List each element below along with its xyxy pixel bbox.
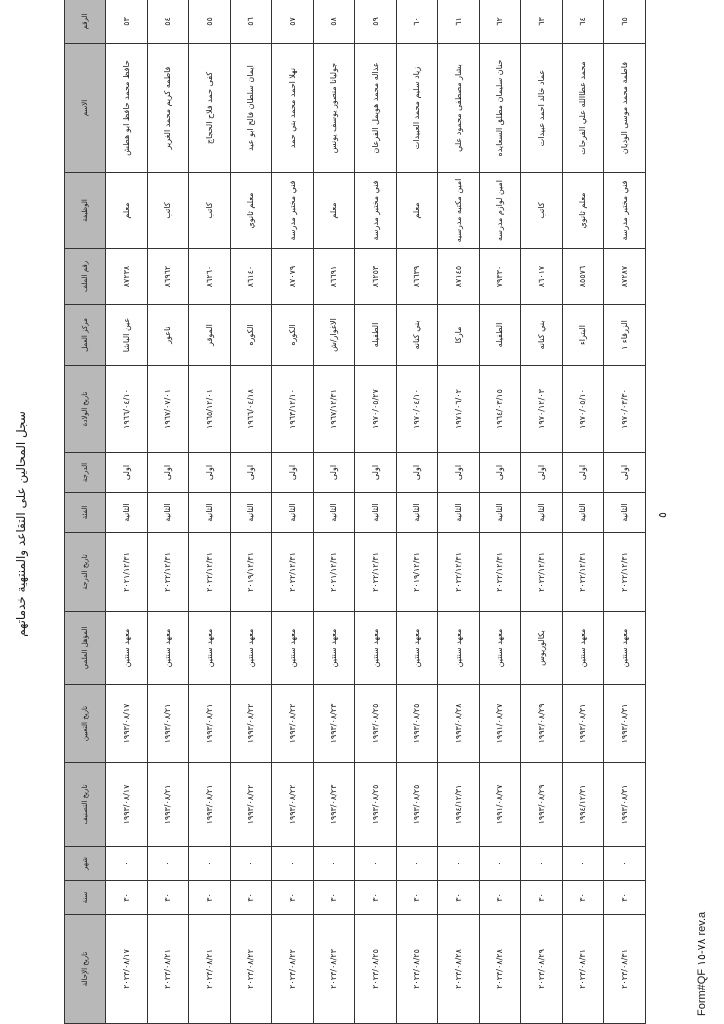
cell-name: محمد عطاالله علي الفرحات [562, 44, 604, 173]
cell-category: الثانية [106, 493, 148, 533]
cell-job: كاتب [521, 173, 563, 249]
cell-qualification: معهد سنتين [189, 612, 231, 685]
cell-classification-date: ١٩٩٣/٠٨/٣١ [604, 763, 646, 847]
cell-job: معلم [313, 173, 355, 249]
cell-birth-date: ١٩٧١/٠٦/٠٢ [438, 366, 480, 453]
cell-name: فاطمة محمد موسى الوديان [604, 44, 646, 173]
cell-birth-date: ١٩٧٠/٠٥/١٠ [562, 366, 604, 453]
cell-year: ٣٠ [562, 881, 604, 915]
cell-file-number: ٨٦٦٣٩ [396, 249, 438, 305]
cell-month: ٠ [230, 847, 272, 881]
cell-classification-date: ١٩٩٣/٠٨/١٧ [106, 763, 148, 847]
table-row [313, 0, 355, 1024]
cell-classification-date: ١٩٩٣/٠٨/٢٢ [272, 763, 314, 847]
cell-degree: اولى [313, 453, 355, 493]
cell-retirement-date: ٢٠٢٣/٠٨/٣١ [562, 915, 604, 1024]
cell-work-center: بني كنانه [396, 305, 438, 366]
cell-degree-date: ٢٠٢٢/١٢/٣١ [147, 533, 189, 612]
cell-qualification: معهد سنتين [147, 612, 189, 685]
cell-classification-date: ١٩٩٣/٠٨/٢٥ [396, 763, 438, 847]
cell-num: ٥٨ [313, 0, 355, 44]
cell-category: الثانية [438, 493, 480, 533]
cell-job: كاتب [147, 173, 189, 249]
cell-category: الثانية [272, 493, 314, 533]
cell-month: ٠ [313, 847, 355, 881]
header-num: الرقم [65, 0, 106, 44]
table-row [479, 0, 521, 1024]
cell-degree: اولى [396, 453, 438, 493]
cell-year: ٣٠ [147, 881, 189, 915]
header-row [65, 0, 106, 1024]
cell-birth-date: ١٩٦٥/١٢/٠١ [189, 366, 231, 453]
cell-degree-date: ٢٠٢٢/١٢/٣١ [562, 533, 604, 612]
cell-work-center: ناعور [147, 305, 189, 366]
form-code: Form#QF ٧٨-١٥ rev.a [696, 911, 708, 1016]
cell-qualification: معهد سنتين [230, 612, 272, 685]
cell-file-number: ٧٩٣٣٠ [479, 249, 521, 305]
table-row [396, 0, 438, 1024]
cell-category: الثانية [189, 493, 231, 533]
cell-category: الثانية [313, 493, 355, 533]
cell-name: ايمان سلطان فالح ابو عيد [230, 44, 272, 173]
header-year: سنة [65, 881, 106, 915]
cell-file-number: ٨٦١٤٠ [230, 249, 272, 305]
table-row [272, 0, 314, 1024]
cell-work-center: بني كنانه [521, 305, 563, 366]
cell-year: ٣٠ [272, 881, 314, 915]
cell-degree-date: ٢٠٢٢/١٢/٣١ [272, 533, 314, 612]
cell-degree-date: ٢٠١٩/١٢/٣١ [230, 533, 272, 612]
cell-birth-date: ١٩٦٧/١٢/٣١ [313, 366, 355, 453]
cell-file-number: ٨٦٦٩١ [313, 249, 355, 305]
table-row [521, 0, 563, 1024]
cell-month: ٠ [604, 847, 646, 881]
cell-degree-date: ٢٠٢٢/١٢/٣١ [604, 533, 646, 612]
cell-file-number: ٨٦٢٥٣ [355, 249, 397, 305]
cell-birth-date: ١٩٦٤/٠٣/١٥ [479, 366, 521, 453]
cell-file-number: ٨٦٩٦٢ [147, 249, 189, 305]
cell-qualification: معهد سنتين [438, 612, 480, 685]
cell-qualification: معهد سنتين [396, 612, 438, 685]
cell-category: الثانية [604, 493, 646, 533]
cell-classification-date: ١٩٩٣/٠٨/٢١ [147, 763, 189, 847]
cell-year: ٣٠ [438, 881, 480, 915]
cell-birth-date: ١٩٦٦/٠٤/١٨ [230, 366, 272, 453]
cell-num: ٦٢ [479, 0, 521, 44]
table-row [147, 0, 189, 1024]
cell-classification-date: ١٩٩٣/٠٨/٢٥ [355, 763, 397, 847]
cell-appointment-date: ١٩٩٣/٠٨/٢٢ [230, 685, 272, 763]
cell-qualification: معهد سنتين [313, 612, 355, 685]
cell-work-center: الطفيله [355, 305, 397, 366]
cell-name: بشار مصطفى محمود علي [438, 44, 480, 173]
cell-job: امين لوازم مدرسه [479, 173, 521, 249]
cell-file-number: ٨٥٥٧٦ [562, 249, 604, 305]
cell-appointment-date: ١٩٩٣/٠٨/٢٥ [396, 685, 438, 763]
cell-appointment-date: ١٩٩٣/٠٨/٣١ [562, 685, 604, 763]
header-qualification: المؤهل العلمي [65, 612, 106, 685]
cell-appointment-date: ١٩٩٣/٠٨/٢٢ [272, 685, 314, 763]
cell-month: ٠ [106, 847, 148, 881]
header-category: الفئة [65, 493, 106, 533]
cell-work-center: الموقر [189, 305, 231, 366]
cell-file-number: ٨٦٢٦٠ [189, 249, 231, 305]
cell-category: الثانية [521, 493, 563, 533]
cell-name: حنان سليمان مطلق السعايده [479, 44, 521, 173]
page-title: سجل المحالين على التقاعد والمنتهية خدماتهم [14, 411, 28, 637]
cell-retirement-date: ٢٠٢٣/٠٨/٢٥ [396, 915, 438, 1024]
cell-classification-date: ١٩٩٣/٠٨/٢٩ [521, 763, 563, 847]
cell-qualification: بكالوريوس [521, 612, 563, 685]
cell-appointment-date: ١٩٩٣/٠٨/٢٨ [438, 685, 480, 763]
table-row [189, 0, 231, 1024]
cell-degree-date: ٢٠٢٢/١٢/٣١ [521, 533, 563, 612]
cell-work-center: الاغوار/ش [313, 305, 355, 366]
cell-appointment-date: ١٩٩٣/٠٨/٢٣ [313, 685, 355, 763]
cell-name: زياد سليم محمد العبيدات [396, 44, 438, 173]
cell-degree: اولى [272, 453, 314, 493]
cell-work-center: الطفيله [479, 305, 521, 366]
header-name: الاسم [65, 44, 106, 173]
table-row [106, 0, 148, 1024]
header-month: شهر [65, 847, 106, 881]
header-classification-date: تاريخ التصنيف [65, 763, 106, 847]
cell-work-center: الزرقاء ١ [604, 305, 646, 366]
cell-retirement-date: ٢٠٢٣/٠٨/٢١ [147, 915, 189, 1024]
cell-birth-date: ١٩٧٠/٠٣/٣٠ [604, 366, 646, 453]
cell-degree: اولى [106, 453, 148, 493]
cell-classification-date: ١٩٩٣/٠٨/٢٣ [313, 763, 355, 847]
cell-file-number: ٨٧٢٣٨ [106, 249, 148, 305]
cell-degree: اولى [521, 453, 563, 493]
cell-num: ٥٩ [355, 0, 397, 44]
cell-degree: اولى [147, 453, 189, 493]
cell-job: معلم [396, 173, 438, 249]
cell-retirement-date: ٢٠٢٣/٠٨/٢٩ [521, 915, 563, 1024]
cell-classification-date: ١٩٩٤/١٢/٣١ [562, 763, 604, 847]
cell-qualification: معهد سنتين [106, 612, 148, 685]
cell-month: ٠ [189, 847, 231, 881]
cell-month: ٠ [438, 847, 480, 881]
cell-year: ٣٠ [189, 881, 231, 915]
cell-retirement-date: ٢٠٢٣/٠٨/٢٣ [313, 915, 355, 1024]
cell-retirement-date: ٢٠٢٣/٠٨/٢٢ [230, 915, 272, 1024]
cell-classification-date: ١٩٩٣/٠٨/٢١ [189, 763, 231, 847]
cell-job: امين مكتبه مدرسيه [438, 173, 480, 249]
cell-classification-date: ١٩٩٤/١٢/٣١ [438, 763, 480, 847]
cell-year: ٣٠ [479, 881, 521, 915]
header-work-center: مركز العمل [65, 305, 106, 366]
cell-file-number: ٨٧٢٨٧ [604, 249, 646, 305]
cell-year: ٣٠ [396, 881, 438, 915]
cell-work-center: الكوره [272, 305, 314, 366]
cell-num: ٥٧ [272, 0, 314, 44]
cell-job: فني مختبر مدرسة [604, 173, 646, 249]
cell-year: ٣٠ [106, 881, 148, 915]
cell-degree-date: ٢٠٢١/١٢/٣١ [106, 533, 148, 612]
header-degree: الدرجة [65, 453, 106, 493]
header-birth-date: تاريخ الولادة [65, 366, 106, 453]
cell-classification-date: ١٩٩١/٠٨/٢٧ [479, 763, 521, 847]
cell-num: ٥٤ [147, 0, 189, 44]
cell-degree-date: ٢٠٢٢/١٢/٣١ [189, 533, 231, 612]
cell-month: ٠ [147, 847, 189, 881]
cell-name: حافظ محمد حافظ ابو هطش [106, 44, 148, 173]
cell-month: ٠ [396, 847, 438, 881]
cell-work-center: البتراء [562, 305, 604, 366]
cell-degree: اولى [479, 453, 521, 493]
records-table [64, 0, 646, 1024]
cell-job: معلم ثانوي [562, 173, 604, 249]
cell-degree-date: ٢٠١٩/١٢/٣١ [396, 533, 438, 612]
cell-degree-date: ٢٠٢٢/١٢/٣١ [355, 533, 397, 612]
cell-month: ٠ [521, 847, 563, 881]
cell-name: عذاله محمد هويمل الفرعان [355, 44, 397, 173]
table-row [438, 0, 480, 1024]
cell-appointment-date: ١٩٩٣/٠٨/٢١ [147, 685, 189, 763]
cell-num: ٥٣ [106, 0, 148, 44]
cell-category: الثانية [479, 493, 521, 533]
cell-name: جوليانا منصور يوسف يونس [313, 44, 355, 173]
cell-appointment-date: ١٩٩٣/٠٨/٣١ [604, 685, 646, 763]
cell-year: ٣٠ [313, 881, 355, 915]
cell-retirement-date: ٢٠٢٣/٠٨/٢١ [189, 915, 231, 1024]
table-row [230, 0, 272, 1024]
cell-appointment-date: ١٩٩٣/٠٨/٢٥ [355, 685, 397, 763]
cell-job: كاتب [189, 173, 231, 249]
cell-num: ٥٥ [189, 0, 231, 44]
cell-qualification: معهد سنتين [604, 612, 646, 685]
cell-appointment-date: ١٩٩١/٠٨/٢٧ [479, 685, 521, 763]
cell-degree-date: ٢٠٢٢/١٢/٣١ [438, 533, 480, 612]
cell-year: ٣٠ [355, 881, 397, 915]
cell-appointment-date: ١٩٩٣/٠٨/١٧ [106, 685, 148, 763]
cell-work-center: ماركا [438, 305, 480, 366]
cell-qualification: معهد سنتين [272, 612, 314, 685]
cell-degree: اولى [562, 453, 604, 493]
cell-num: ٦٥ [604, 0, 646, 44]
header-job: الوظيفة [65, 173, 106, 249]
cell-degree: اولى [355, 453, 397, 493]
cell-num: ٦٣ [521, 0, 563, 44]
cell-num: ٦٤ [562, 0, 604, 44]
cell-month: ٠ [272, 847, 314, 881]
cell-retirement-date: ٢٠٢٣/٠٨/٢٥ [355, 915, 397, 1024]
cell-degree-date: ٢٠٢١/١٢/٣١ [313, 533, 355, 612]
cell-job: فني مختبر مدرسة [272, 173, 314, 249]
header-degree-date: تاريخ الدرجة [65, 533, 106, 612]
cell-month: ٠ [479, 847, 521, 881]
page-number: ٥ [656, 512, 669, 518]
cell-degree: اولى [438, 453, 480, 493]
cell-appointment-date: ١٩٩٣/٠٨/٢٩ [521, 685, 563, 763]
cell-birth-date: ١٩٦٦/٠٤/١٠ [106, 366, 148, 453]
cell-degree: اولى [230, 453, 272, 493]
cell-month: ٠ [355, 847, 397, 881]
cell-month: ٠ [562, 847, 604, 881]
header-file-number: رقم الملف [65, 249, 106, 305]
cell-classification-date: ١٩٩٣/٠٨/٢٢ [230, 763, 272, 847]
cell-birth-date: ١٩٦٣/١٢/١٠ [272, 366, 314, 453]
cell-file-number: ٨٧٠٧٩ [272, 249, 314, 305]
cell-retirement-date: ٢٠٢٣/٠٨/٢٨ [479, 915, 521, 1024]
cell-birth-date: ١٩٦٧/٠٧/٠١ [147, 366, 189, 453]
cell-job: معلم [106, 173, 148, 249]
cell-category: الثانية [230, 493, 272, 533]
cell-num: ٥٦ [230, 0, 272, 44]
cell-work-center: الكوره [230, 305, 272, 366]
cell-appointment-date: ١٩٩٣/٠٨/٢١ [189, 685, 231, 763]
cell-year: ٣٠ [521, 881, 563, 915]
cell-degree: اولى [189, 453, 231, 493]
cell-retirement-date: ٢٠٢٣/٠٨/٢٢ [272, 915, 314, 1024]
header-appointment-date: تاريخ التعيين [65, 685, 106, 763]
cell-qualification: معهد سنتين [479, 612, 521, 685]
cell-category: الثانية [147, 493, 189, 533]
cell-file-number: ٨٧١٤٥ [438, 249, 480, 305]
cell-file-number: ٨٦٠١٧ [521, 249, 563, 305]
cell-degree: اولى [604, 453, 646, 493]
cell-num: ٦١ [438, 0, 480, 44]
cell-category: الثانية [396, 493, 438, 533]
cell-num: ٦٠ [396, 0, 438, 44]
cell-name: نهلا احمد محمد بني حمد [272, 44, 314, 173]
cell-retirement-date: ٢٠٢٣/٠٨/١٧ [106, 915, 148, 1024]
header-retirement-date: تاريخ الإحالة [65, 915, 106, 1024]
cell-birth-date: ١٩٧٠/٠٤/١٠ [396, 366, 438, 453]
cell-qualification: معهد سنتين [562, 612, 604, 685]
cell-job: معلم ثانوي [230, 173, 272, 249]
cell-name: كفى حمد فلاح الحجاج [189, 44, 231, 173]
cell-category: الثانية [355, 493, 397, 533]
cell-name: فاطمه كريم محمد الغرير [147, 44, 189, 173]
cell-retirement-date: ٢٠٢٣/٠٨/٣١ [604, 915, 646, 1024]
cell-birth-date: ١٩٧٠/٠٥/٢٧ [355, 366, 397, 453]
cell-birth-date: ١٩٧٠/١٢/٠٣ [521, 366, 563, 453]
table-row [604, 0, 646, 1024]
cell-work-center: عين الباشا [106, 305, 148, 366]
cell-category: الثانية [562, 493, 604, 533]
cell-retirement-date: ٢٠٢٣/٠٨/٢٨ [438, 915, 480, 1024]
cell-degree-date: ٢٠٢٢/١٢/٣١ [479, 533, 521, 612]
table-row [562, 0, 604, 1024]
cell-job: فني مختبر مدرسة [355, 173, 397, 249]
cell-name: عماد خالد احمد عبيدات [521, 44, 563, 173]
cell-year: ٣٠ [230, 881, 272, 915]
cell-year: ٣٠ [604, 881, 646, 915]
table-row [355, 0, 397, 1024]
cell-qualification: معهد سنتين [355, 612, 397, 685]
